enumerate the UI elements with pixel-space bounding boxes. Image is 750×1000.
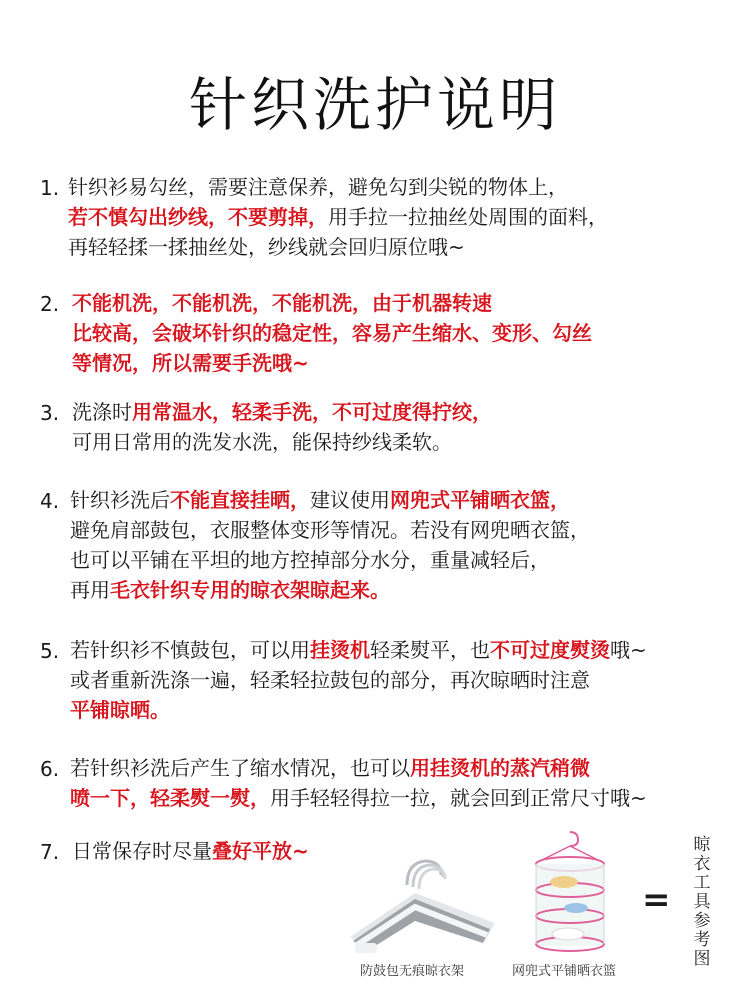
item-number: 3. (40, 401, 60, 425)
highlight-text: 喷一下，轻柔熨一熨， (70, 786, 270, 810)
instruction-item (40, 172, 720, 262)
item-line (72, 427, 720, 457)
page-title: 针织洗护说明 (188, 71, 561, 139)
body-text: 针织衫易勾丝，需要注意保养，避免勾到尖锐的物体上， (68, 175, 568, 199)
item-line (70, 485, 720, 515)
item-number: 2. (40, 292, 60, 316)
side-label-char: 衣 (693, 854, 711, 874)
item-number: 7. (40, 840, 60, 864)
item-number: 1. (40, 176, 60, 200)
item-number: 6. (40, 757, 60, 781)
item-line (72, 348, 720, 378)
item-line (72, 318, 720, 348)
highlight-text: 不能直接挂晒， (170, 488, 310, 512)
item-line (70, 783, 720, 813)
highlight-text: 毛衣针织专用的晾衣架晾起来。 (110, 578, 390, 602)
highlight-text: 不可过度熨烫 (490, 638, 610, 662)
item-line (68, 202, 720, 232)
highlight-text: 叠好平放~ (212, 839, 309, 863)
highlight-text: 比较高，会破坏针织的稳定性，容易产生缩水、变形、勾丝 (72, 321, 592, 345)
body-text: 可用日常用的洗发水洗，能保持纱线柔软。 (72, 430, 452, 454)
equals-sign: = (642, 880, 671, 920)
mesh-basket-icon (536, 832, 604, 951)
instruction-item (40, 288, 720, 378)
highlight-text: 不能机洗，不能机洗，不能机洗，由于机器转速 (72, 291, 492, 315)
side-label-char: 晾 (693, 835, 711, 855)
highlight-text: 用常温水，轻柔手洗，不可过度得拧绞， (132, 400, 492, 424)
highlight-text: 挂烫机 (310, 638, 370, 662)
body-text: 洗涤时 (72, 400, 132, 424)
body-text: 用手拉一拉抽丝处周围的面料， (328, 205, 608, 229)
highlight-text: 网兜式平铺晒衣篮， (390, 488, 570, 512)
hanger-illustration (345, 845, 505, 955)
item-line (68, 232, 720, 262)
body-text: 若针织衫洗后产生了缩水情况，也可以 (70, 756, 410, 780)
item-line (70, 515, 720, 545)
item-number: 5. (40, 639, 60, 663)
caption-basket: 网兜式平铺晒衣篮 (512, 964, 617, 979)
body-text: 也可以平铺在平坦的地方控掉部分水分，重量减轻后， (70, 548, 550, 572)
body-text: 哦~ (610, 638, 647, 662)
item-number: 4. (40, 489, 60, 513)
basket-illustration (520, 828, 620, 956)
item-line (68, 172, 720, 202)
item-line (70, 695, 720, 725)
highlight-text: 等情况，所以需要手洗哦~ (72, 351, 309, 375)
body-text: 针织衫洗后 (70, 488, 170, 512)
item-line (70, 575, 720, 605)
body-text: 或者重新洗涤一遍，轻柔轻拉鼓包的部分，再次晾晒时注意 (70, 668, 590, 692)
body-text: 若针织衫不慎鼓包，可以用 (70, 638, 310, 662)
side-label-char: 图 (693, 949, 711, 969)
body-text: 再用 (70, 578, 110, 602)
body-text: 再轻轻揉一揉抽丝处，纱线就会回归原位哦~ (68, 235, 465, 259)
item-line (70, 665, 720, 695)
item-line (70, 753, 720, 783)
instruction-item (40, 485, 720, 605)
highlight-text: 若不慎勾出纱线，不要剪掉， (68, 205, 328, 229)
body-text: 轻柔熨平，也 (370, 638, 490, 662)
instruction-item (40, 397, 720, 457)
caption-hanger: 防鼓包无痕晾衣架 (360, 964, 465, 979)
item-line (72, 288, 720, 318)
highlight-text: 平铺晾晒。 (70, 698, 170, 722)
side-label-char: 工 (693, 873, 711, 893)
side-label-char: 考 (693, 930, 711, 950)
instruction-item (40, 753, 720, 813)
side-label-char: 参 (693, 911, 711, 931)
highlight-text: 用挂烫机的蒸汽稍微 (410, 756, 590, 780)
instruction-item (40, 635, 720, 725)
hanger-icon (350, 861, 495, 953)
item-line (70, 635, 720, 665)
body-text: 日常保存时尽量 (72, 839, 212, 863)
item-line (70, 545, 720, 575)
side-label (690, 836, 714, 969)
item-line (72, 397, 720, 427)
side-label-char: 具 (693, 892, 711, 912)
body-text: 用手轻轻得拉一拉，就会回到正常尺寸哦~ (270, 786, 647, 810)
body-text: 建议使用 (310, 488, 390, 512)
body-text: 避免肩部鼓包，衣服整体变形等情况。若没有网兜晒衣篮， (70, 518, 590, 542)
